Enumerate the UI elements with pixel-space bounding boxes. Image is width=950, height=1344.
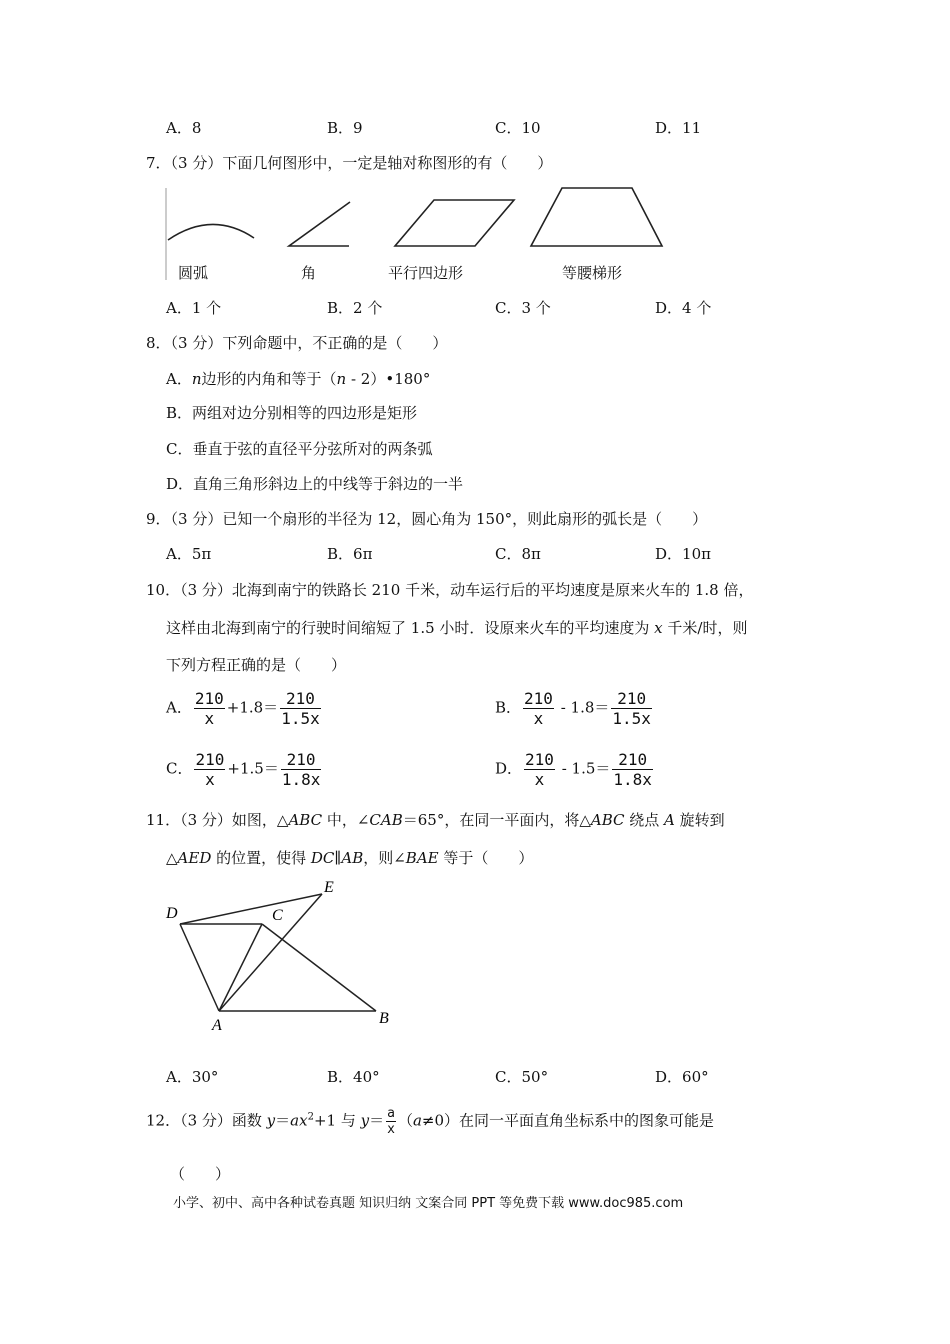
q10-option-c <box>166 750 323 789</box>
q10-a-label: A． <box>166 698 192 717</box>
text-run: ∥ <box>334 849 342 867</box>
text-run: BAE <box>405 849 439 867</box>
shape-label-parallelogram: 平行四边形 <box>388 264 464 282</box>
segment-ae <box>219 894 322 1011</box>
q9-stem: 9．（3 分）已知一个扇形的半径为 12，圆心角为 150°，则此扇形的弧长是（ ） <box>146 510 708 528</box>
text-run: 绕点 <box>624 811 665 829</box>
text-run: 旋转到 <box>674 811 725 829</box>
q8-option-c: C．垂直于弦的直径平分弦所对的两条弧 <box>166 440 433 458</box>
text-run: ABC <box>590 811 625 829</box>
segment-de <box>180 894 322 924</box>
text-run: △ <box>166 849 178 867</box>
q10-c-op: +1.5＝ <box>227 759 279 778</box>
fraction-numerator: a <box>387 1106 395 1121</box>
text-run: a <box>412 1111 422 1130</box>
point-label-d: D <box>166 905 178 922</box>
text-run: AED <box>177 849 212 867</box>
fraction-numerator: 210 <box>194 689 224 708</box>
point-label-b: B <box>379 1010 389 1027</box>
text-run: ＝65°，在同一平面内，将△ <box>402 811 591 829</box>
shape-label-angle: 角 <box>301 264 317 282</box>
q10-b-op: - 1.8＝ <box>555 698 610 717</box>
q10-c-fraction-1 <box>194 750 225 789</box>
q11-option-c: C．50° <box>495 1068 549 1086</box>
q11-option-a: A．30° <box>166 1068 219 1086</box>
text-run: ＝ <box>369 1111 385 1130</box>
q8-stem: 8．（3 分）下列命题中，不正确的是（ ） <box>146 334 448 352</box>
q10-b-label: B． <box>495 698 522 717</box>
fraction-numerator: 210 <box>280 689 321 709</box>
q12-line-2: （ ） <box>170 1165 231 1183</box>
isosceles-trapezoid-shape <box>531 188 662 246</box>
q10-option-d <box>495 750 655 789</box>
q11-line-1 <box>146 810 725 830</box>
q6-option-b: B．9 <box>327 119 363 137</box>
angle-shape <box>289 202 350 246</box>
fraction-denominator: 1.8x <box>613 770 652 789</box>
fraction-denominator: x <box>387 1122 395 1137</box>
q6-option-a: A．8 <box>166 119 202 137</box>
parallelogram-shape <box>395 200 514 246</box>
q10-c-fraction-2 <box>281 750 322 789</box>
fraction-denominator: x <box>534 770 545 789</box>
text-run: （ <box>397 1111 413 1130</box>
text-run: 12．（3 分）函数 <box>146 1111 267 1130</box>
shape-label-arc: 圆弧 <box>178 264 209 282</box>
q7-option-a: A．1 个 <box>166 299 222 317</box>
text-run: 等于（ ） <box>438 849 534 867</box>
q7-option-d: D．4 个 <box>655 299 712 317</box>
q10-d-label: D． <box>495 759 523 778</box>
q10-a-fraction-2 <box>280 689 321 728</box>
fraction-numerator: 210 <box>612 750 653 770</box>
q11-rotation-figure <box>150 870 410 1040</box>
fraction-denominator: x <box>204 709 215 728</box>
q8-a-end: - 2）•180° <box>346 370 431 388</box>
q10-d-fraction-2 <box>612 750 653 789</box>
q9-option-a: A．5π <box>166 545 212 563</box>
q10-line-2-pre: 这样由北海到南宁的行驶时间缩短了 1.5 小时．设原来火车的平均速度为 <box>166 619 655 637</box>
q8-a-mid: 边形的内角和等于（ <box>201 370 337 388</box>
q10-c-label: C． <box>166 759 193 778</box>
q7-option-b: B．2 个 <box>327 299 383 317</box>
q10-a-fraction-1 <box>194 689 225 728</box>
superscript: 2 <box>307 1111 314 1123</box>
arc-shape <box>168 224 254 240</box>
text-run: ，则∠ <box>363 849 406 867</box>
q11-line-2 <box>166 848 533 868</box>
segment-ca <box>219 924 262 1011</box>
point-label-e: E <box>324 879 334 896</box>
text-run: 的位置，使得 <box>211 849 311 867</box>
q10-a-op: +1.8＝ <box>226 698 279 717</box>
shape-label-trapezoid: 等腰梯形 <box>562 264 623 282</box>
q10-line-2-post: 千米/时，则 <box>662 619 748 637</box>
q10-option-a <box>166 689 323 728</box>
point-label-c: C <box>272 907 283 924</box>
q12-fraction <box>386 1106 396 1137</box>
q10-line-3: 下列方程正确的是（ ） <box>166 656 347 674</box>
q11-option-b: B．40° <box>327 1068 380 1086</box>
q8-a-prefix: A． <box>166 370 192 388</box>
text-run: ax <box>290 1111 308 1130</box>
q12-line-1 <box>146 1106 714 1137</box>
fraction-denominator: 1.5x <box>281 709 320 728</box>
q8-a-var: n <box>191 370 202 388</box>
fraction-numerator: 210 <box>195 750 225 769</box>
fraction-numerator: 210 <box>611 689 652 709</box>
q10-option-b <box>495 689 654 728</box>
q10-d-op: - 1.5＝ <box>556 759 611 778</box>
text-run: ≠0）在同一平面直角坐标系中的图象可能是 <box>421 1111 715 1130</box>
point-label-a: A <box>212 1017 222 1034</box>
fraction-denominator: 1.8x <box>281 770 321 789</box>
text-run: CAB <box>369 811 403 829</box>
segment-da <box>180 924 219 1011</box>
text-run: y <box>360 1111 370 1130</box>
text-run: ABC <box>288 811 323 829</box>
q10-b-fraction-1 <box>523 689 554 728</box>
q10-d-fraction-1 <box>524 750 555 789</box>
text-run: ＝ <box>275 1111 291 1130</box>
segment-cb <box>262 924 376 1011</box>
q6-option-c: C．10 <box>495 119 541 137</box>
fraction-denominator: x <box>205 770 215 789</box>
q8-a-var2: n <box>336 370 347 388</box>
q8-option-a <box>166 369 430 389</box>
text-run: +1 与 <box>313 1111 361 1130</box>
q7-stem: 7．（3 分）下面几何图形中，一定是轴对称图形的有（ ） <box>146 154 553 172</box>
q9-option-c: C．8π <box>495 545 541 563</box>
q9-option-b: B．6π <box>327 545 373 563</box>
text-run: 11．（3 分）如图，△ <box>146 811 289 829</box>
q7-option-c: C．3 个 <box>495 299 551 317</box>
fraction-numerator: 210 <box>525 750 554 769</box>
q10-line-2 <box>166 618 747 638</box>
fraction-numerator: 210 <box>281 750 322 770</box>
q10-line-1: 10．（3 分）北海到南宁的铁路长 210 千米，动车运行后的平均速度是原来火车的 1.8 倍， <box>146 581 754 599</box>
text-run: 中，∠ <box>322 811 370 829</box>
fraction-denominator: 1.5x <box>612 709 651 728</box>
text-run: y <box>266 1111 276 1130</box>
text-run: AB <box>341 849 364 867</box>
q6-option-d: D．11 <box>655 119 702 137</box>
text-run: A <box>664 811 675 829</box>
q10-line-2-var: x <box>654 619 663 637</box>
q11-option-d: D．60° <box>655 1068 709 1086</box>
text-run: DC <box>310 849 335 867</box>
fraction-numerator: 210 <box>524 689 553 708</box>
q9-option-d: D．10π <box>655 545 711 563</box>
fraction-denominator: x <box>533 709 544 728</box>
q8-option-d: D．直角三角形斜边上的中线等于斜边的一半 <box>166 475 464 493</box>
page-footer: 小学、初中、高中各种试卷真题 知识归纳 文案合同 PPT 等免费下载 www.doc985.com <box>173 1196 684 1211</box>
q10-b-fraction-2 <box>611 689 652 728</box>
q8-option-b: B．两组对边分别相等的四边形是矩形 <box>166 404 418 422</box>
